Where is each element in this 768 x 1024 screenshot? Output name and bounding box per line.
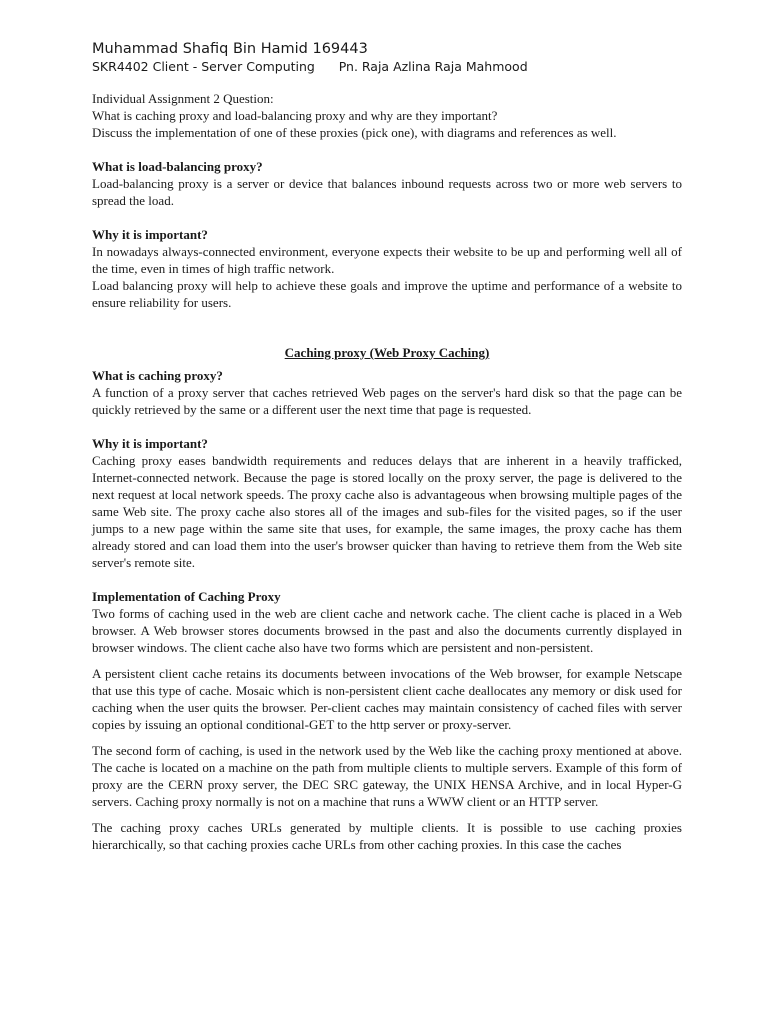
question-line-1: What is caching proxy and load-balancing proxy and why are they important? <box>92 108 498 123</box>
cp-impl-paragraph-2: A persistent client cache retains its documents between invocations of the Web browser, for example Netscape that use this type of cache. Mosaic which is non-persistent client cache deallocates any memory or disk used for caching when the user quits the browser. Per-client caches may maintain consistency of cached files with server copies by issuing an optional conditional-GET to the http server or proxy-server. <box>92 666 682 732</box>
lecturer-name: Pn. Raja Azlina Raja Mahmood <box>338 59 528 74</box>
question-line-2: Discuss the implementation of one of these proxies (pick one), with diagrams and references as well. <box>92 125 617 140</box>
caching-section-title: Caching proxy (Web Proxy Caching) <box>284 345 490 360</box>
lb-what-heading: What is load-balancing proxy? <box>92 159 263 174</box>
cp-what-heading: What is caching proxy? <box>92 368 223 383</box>
cp-impl-paragraph-3: The second form of caching, is used in the network used by the Web like the caching proxy mentioned at above. The cache is located on a machine on the path from multiple clients to multiple servers. Example of this form of proxy are the CERN proxy server, the DEC SRC gateway, the UNIX HENSA Archive, and in local Hyper-G servers. Caching proxy normally is not on a machine that runs a WWW client or an HTTP server. <box>92 743 682 809</box>
author-line: Muhammad Shafiq Bin Hamid 169443 <box>92 41 368 57</box>
lb-why-text-1: In nowadays always-connected environment, everyone expects their website to be up and performing well all of the time, even in times of high traffic network. <box>92 244 682 276</box>
lb-why-text-2: Load balancing proxy will help to achieve these goals and improve the uptime and performance of a website to ensure reliability for users. <box>92 278 682 310</box>
course-line <box>92 58 682 75</box>
lb-why-heading: Why it is important? <box>92 227 208 242</box>
question-title: Individual Assignment 2 Question: <box>92 91 274 106</box>
cp-impl-paragraph-4: The caching proxy caches URLs generated by multiple clients. It is possible to use caching proxies hierarchically, so that caching proxies cache URLs from other caching proxies. In this case the caches <box>92 820 682 852</box>
cp-impl-heading: Implementation of Caching Proxy <box>92 589 281 604</box>
cp-why-text: Caching proxy eases bandwidth requirements and reduces delays that are inherent in a heavily trafficked, Internet-connected network. Because the page is stored locally on the proxy server, the page is delivered to the next request at local network speeds. The proxy cache also is advantageous when browsing multiple pages of the same Web site. The proxy cache also stores all of the images and sub-files for the visited pages, so if the user jumps to a new page within the same site that uses, for example, the same images, the proxy cache has them already stored and can load them into the user's browser quicker than having to retrieve them from the Web site server's remote site. <box>92 453 682 570</box>
lb-what-text: Load-balancing proxy is a server or device that balances inbound requests across two or more web servers to spread the load. <box>92 176 682 208</box>
cp-why-heading: Why it is important? <box>92 436 208 451</box>
cp-what-text: A function of a proxy server that caches retrieved Web pages on the server's hard disk so that the page can be quickly retrieved by the same or a different user the next time that page is requested. <box>92 385 682 417</box>
cp-impl-paragraph-1: Two forms of caching used in the web are client cache and network cache. The client cache is placed in a Web browser. A Web browser stores documents browsed in the past and also the documents currently displayed in browser windows. The client cache also have two forms which are persistent and non-persistent. <box>92 606 682 655</box>
course-name: SKR4402 Client - Server Computing <box>92 59 315 74</box>
